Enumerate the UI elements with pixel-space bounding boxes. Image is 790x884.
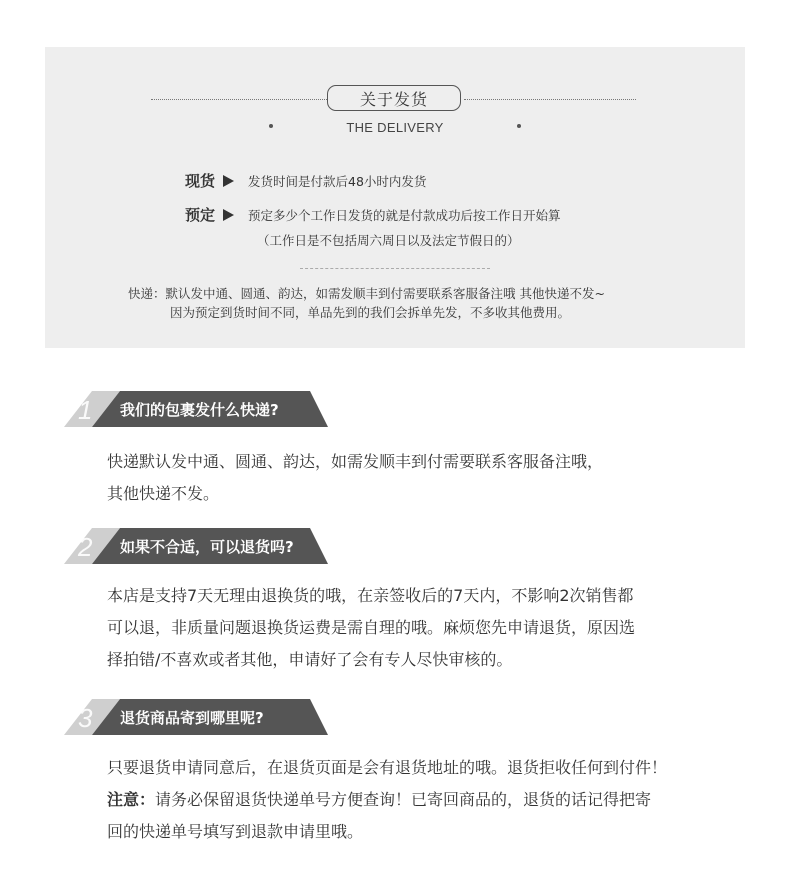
faq-number: 2 xyxy=(78,532,93,562)
play-arrow-icon xyxy=(223,175,234,187)
shipping-label: 现货 xyxy=(185,172,216,190)
decor-dot-right xyxy=(517,124,521,128)
answer-line: 可以退，非质量问题退换货运费是需自理的哦。麻烦您先申请退货，原因选 xyxy=(107,618,636,637)
divider xyxy=(300,268,490,269)
answer-line: 快递默认发中通、圆通、韵达，如需发顺丰到付需要联系客服备注哦， xyxy=(107,452,604,471)
note-label: 注意： xyxy=(107,790,156,809)
shipping-text: 预定多少个工作日发货的就是付款成功后按工作日开始算 xyxy=(248,207,561,223)
answer-line xyxy=(107,784,667,816)
play-arrow-icon xyxy=(223,209,234,221)
shipping-text: 发货时间是付款后48小时内发货 xyxy=(248,173,427,189)
note-text: 请务必保留退货快递单号方便查询！已寄回商品的，退货的话记得把寄 xyxy=(155,790,652,809)
shipping-row-in-stock xyxy=(185,170,426,191)
section-subtitle: THE DELIVERY xyxy=(346,120,444,135)
shipping-label: 预定 xyxy=(185,206,216,224)
answer-line: 其他快递不发。 xyxy=(107,484,220,503)
section-title: 关于发货 xyxy=(327,85,461,111)
faq-banner-3 xyxy=(64,699,328,735)
faq-answer-2 xyxy=(107,580,635,676)
faq-number: 1 xyxy=(78,395,93,425)
answer-line: 回的快递单号填写到退款申请里哦。 xyxy=(107,822,364,841)
faq-number: 3 xyxy=(78,703,93,733)
faq-answer-3 xyxy=(107,752,667,848)
faq-banner-1 xyxy=(64,391,328,427)
workday-note: （工作日是不包括周六周日以及法定节假日的） xyxy=(257,233,520,248)
title-rule-right xyxy=(464,99,636,100)
faq-question: 如果不合适，可以退货吗? xyxy=(120,538,294,556)
faq-answer-1 xyxy=(107,446,603,510)
courier-line-2: 因为预定到货时间不同，单品先到的我们会拆单先发，不多收其他费用。 xyxy=(170,305,571,320)
faq-banner-2 xyxy=(64,528,328,564)
answer-line: 本店是支持7天无理由退换货的哦，在亲签收后的7天内，不影响2次销售都 xyxy=(107,586,634,605)
faq-question: 退货商品寄到哪里呢? xyxy=(120,709,264,727)
shipping-row-preorder xyxy=(185,204,561,225)
faq-question: 我们的包裹发什么快递? xyxy=(120,401,279,419)
courier-line-1: 快递：默认发中通、圆通、韵达，如需发顺丰到付需要联系客服备注哦 其他快递不发~ xyxy=(128,286,605,301)
title-rule-left xyxy=(151,99,327,100)
answer-line: 只要退货申请同意后，在退货页面是会有退货地址的哦。退货拒收任何到付件！ xyxy=(107,758,668,777)
answer-line: 择拍错/不喜欢或者其他，申请好了会有专人尽快审核的。 xyxy=(107,650,513,669)
decor-dot-left xyxy=(269,124,273,128)
